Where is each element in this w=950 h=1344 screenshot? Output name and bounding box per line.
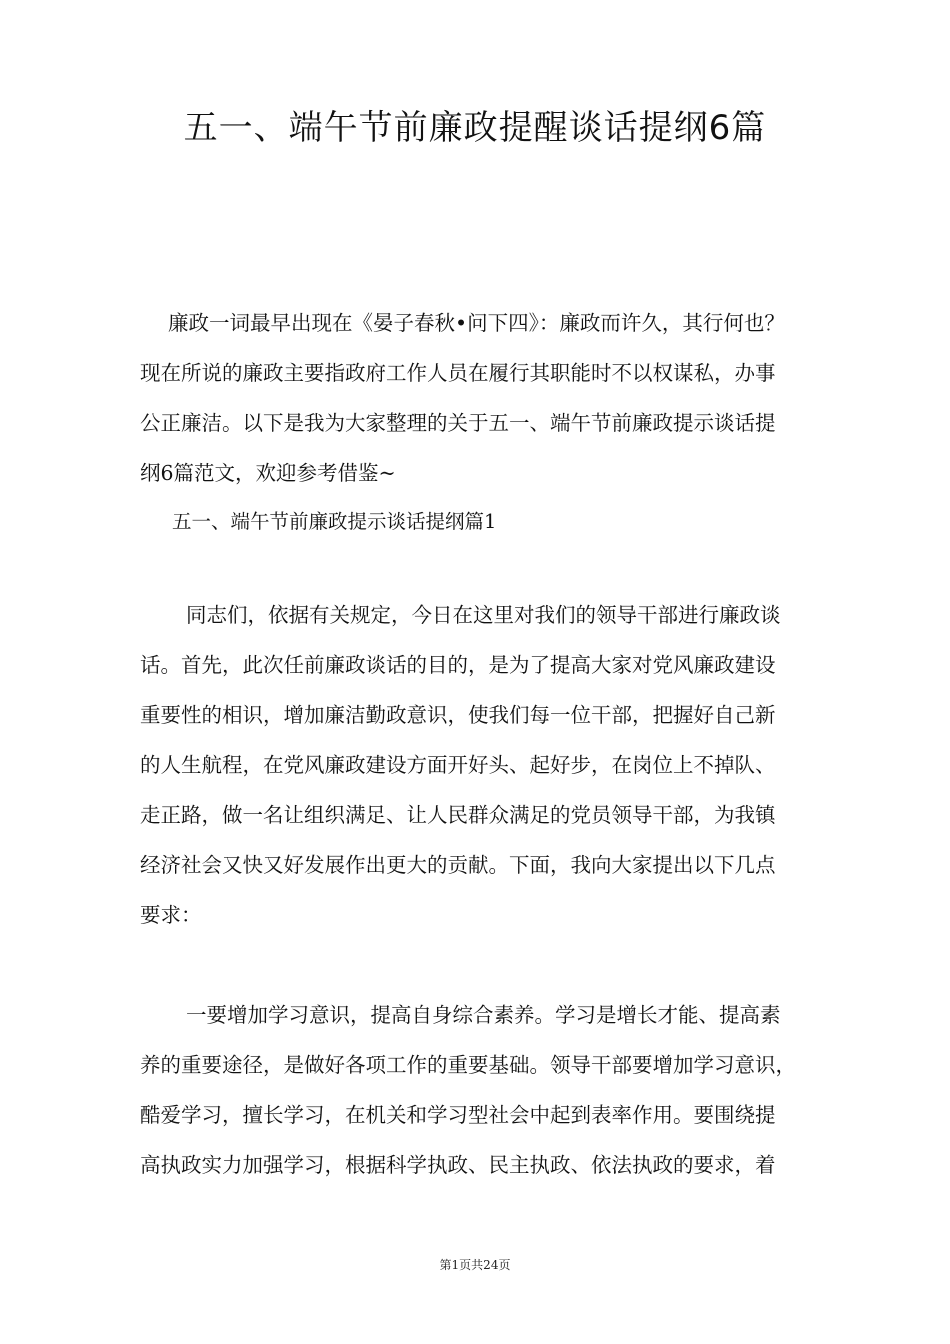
body-line: 同志们，依据有关规定，今日在这里对我们的领导干部进行廉政谈 bbox=[186, 603, 781, 627]
document-title: 五一、端午节前廉政提醒谈话提纲6篇 bbox=[183, 108, 767, 148]
body-line: 要求： bbox=[140, 903, 202, 927]
body-line: 养的重要途径，是做好各项工作的重要基础。领导干部要增加学习意识， bbox=[140, 1053, 796, 1077]
body-line: 重要性的相识，增加廉洁勤政意识，使我们每一位干部，把握好自己新 bbox=[140, 703, 776, 727]
intro-line: 公正廉洁。以下是我为大家整理的关于五一、端午节前廉政提示谈话提 bbox=[140, 411, 776, 435]
body-line: 的人生航程，在党风廉政建设方面开好头、起好步，在岗位上不掉队、 bbox=[140, 753, 776, 777]
body-line: 高执政实力加强学习，根据科学执政、民主执政、依法执政的要求，着 bbox=[140, 1153, 776, 1177]
body-line: 一要增加学习意识，提高自身综合素养。学习是增长才能、提高素 bbox=[186, 1003, 781, 1027]
body-line: 酷爱学习，擅长学习，在机关和学习型社会中起到表率作用。要围绕提 bbox=[140, 1103, 776, 1127]
intro-line: 纲6篇范文，欢迎参考借鉴~ bbox=[140, 461, 396, 485]
intro-line: 现在所说的廉政主要指政府工作人员在履行其职能时不以权谋私，办事 bbox=[140, 361, 776, 385]
body-line: 经济社会又快又好发展作出更大的贡献。下面，我向大家提出以下几点 bbox=[140, 853, 776, 877]
body-paragraph-2 bbox=[140, 990, 805, 1190]
section-heading: 五一、端午节前廉政提示谈话提纲篇1 bbox=[172, 510, 497, 533]
body-line: 走正路，做一名让组织满足、让人民群众满足的党员领导干部，为我镇 bbox=[140, 803, 776, 827]
intro-line: 廉政一词最早出现在《晏子春秋•问下四》：廉政而许久，其行何也？ bbox=[168, 311, 785, 335]
intro-paragraph bbox=[140, 298, 805, 498]
body-line: 话。首先，此次任前廉政谈话的目的，是为了提高大家对党风廉政建设 bbox=[140, 653, 776, 677]
page-footer: 第1页共24页 bbox=[439, 1258, 511, 1272]
body-paragraph-1 bbox=[140, 590, 805, 940]
